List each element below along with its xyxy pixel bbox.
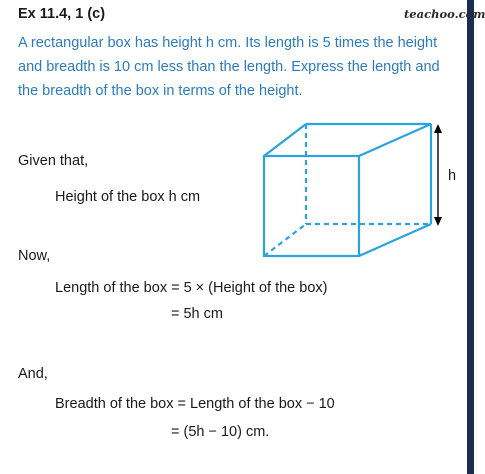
height-arrow-up-head	[434, 124, 442, 133]
breadth-result: = (5h − 10) cm.	[171, 424, 270, 440]
cuboid-figure	[250, 116, 470, 266]
now-label: Now,	[18, 248, 51, 264]
exercise-title: Ex 11.4, 1 (c)	[18, 6, 106, 22]
box-hidden-bottom-edge	[264, 224, 306, 256]
length-equation: Length of the box = 5 × (Height of the box)	[55, 280, 328, 296]
length-result: = 5h cm	[171, 306, 223, 322]
breadth-equation: Breadth of the box = Length of the box − 10	[55, 396, 335, 412]
given-label: Given that,	[18, 153, 89, 169]
question-line-2: and breadth is 10 cm less than the length. Express the length and	[18, 59, 440, 75]
height-arrow	[434, 124, 442, 226]
given-detail: Height of the box h cm	[55, 189, 201, 205]
question-line-3: the breadth of the box in terms of the height.	[18, 83, 303, 99]
height-arrow-down-head	[434, 217, 442, 226]
box-bottom-right-edge	[359, 224, 431, 256]
box-top-right-edge	[359, 124, 431, 156]
height-label: h	[448, 168, 457, 184]
box-top-left-edge	[264, 124, 306, 156]
brand-watermark: teachoo.com	[404, 7, 485, 21]
box-front-face	[264, 156, 359, 256]
and-label: And,	[18, 366, 48, 382]
question-text	[18, 31, 458, 103]
question-line-1: A rectangular box has height h cm. Its length is 5 times the height	[18, 35, 438, 51]
